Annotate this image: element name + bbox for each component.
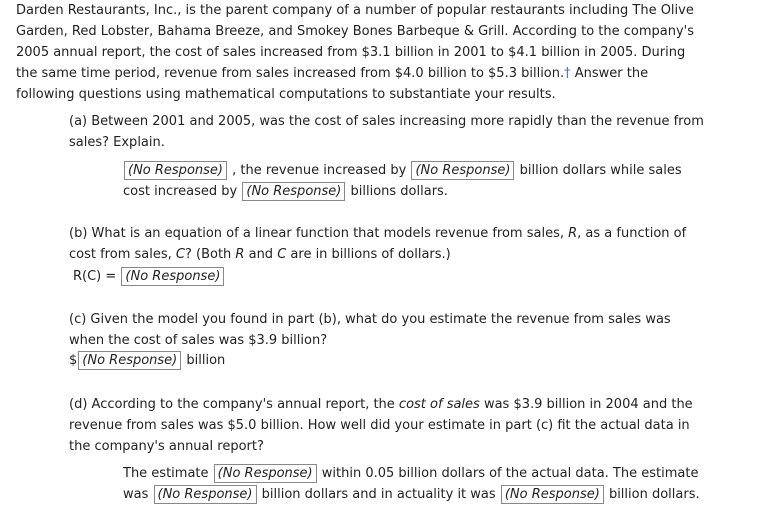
intro-line-3: 2005 annual report, the cost of sales increased from $3.1 billion in 2001 to $4.1 billion in 2005. During bbox=[16, 45, 686, 60]
part-a-answer-text-2: billion dollars while sales bbox=[519, 163, 682, 178]
part-b-var-r: R bbox=[568, 226, 578, 241]
intro-line-1: Darden Restaurants, Inc., is the parent company of a number of popular restaurants including The Olive bbox=[16, 3, 694, 18]
part-b-q2-mid1: ? (Both bbox=[184, 247, 236, 262]
intro-line-5: following questions using mathematical computations to substantiate your results. bbox=[16, 87, 556, 102]
part-c-question-line-2: when the cost of sales was $3.9 billion? bbox=[69, 333, 328, 348]
part-c-question-line-1: (c) Given the model you found in part (b), what do you estimate the revenue from sales was bbox=[69, 312, 671, 327]
part-a-question-line-2: sales? Explain. bbox=[69, 135, 165, 150]
part-b-question-line-1 bbox=[69, 223, 686, 244]
part-b-response[interactable]: (No Response) bbox=[121, 267, 224, 286]
part-d-answer-text-1: The estimate bbox=[123, 466, 209, 481]
part-d-question-line-1 bbox=[69, 394, 693, 415]
part-a-answer-text-4: billions dollars. bbox=[350, 184, 448, 199]
part-a-response-3[interactable]: (No Response) bbox=[242, 182, 345, 201]
part-c-unit: billion bbox=[186, 353, 226, 368]
part-a-response-1[interactable]: (No Response) bbox=[124, 161, 227, 180]
part-b-question-line-2 bbox=[69, 244, 451, 265]
part-b-var-c: C bbox=[175, 247, 185, 262]
part-c-dollar-sign: $ bbox=[69, 353, 78, 368]
part-b-q2-tail: are in billions of dollars.) bbox=[286, 247, 451, 262]
part-b-q2-text: cost from sales, bbox=[69, 247, 176, 262]
part-b-answer-line bbox=[73, 266, 225, 287]
part-d-answer-text-3: was bbox=[123, 487, 149, 502]
intro-line-4-tail: Answer the bbox=[570, 66, 649, 81]
part-b-q2-mid2: and bbox=[244, 247, 278, 262]
part-a-answer-text-3: cost increased by bbox=[123, 184, 238, 199]
part-b-answer-label: R(C) = bbox=[73, 269, 117, 284]
part-c-answer-line bbox=[69, 350, 225, 371]
intro-line-2: Garden, Red Lobster, Bahama Breeze, and Smokey Bones Barbeque & Grill. According to the company's bbox=[16, 24, 695, 39]
part-d-question-line-3: the company's annual report? bbox=[69, 439, 264, 454]
part-a-question-line-1: (a) Between 2001 and 2005, was the cost of sales increasing more rapidly than the revenue from bbox=[69, 114, 704, 129]
part-b-var-r-2: R bbox=[235, 247, 245, 262]
part-c-response[interactable]: (No Response) bbox=[78, 351, 181, 370]
part-a-answer-text-1: , the revenue increased by bbox=[232, 163, 407, 178]
intro-line-4-text: the same time period, revenue from sales increased from $4.0 billion to $5.3 billion. bbox=[16, 66, 565, 81]
part-d-answer-text-4: billion dollars and in actuality it was bbox=[261, 487, 496, 502]
part-b-q1-text: (b) What is an equation of a linear function that models revenue from sales, bbox=[69, 226, 569, 241]
footnote-dagger-link[interactable]: † bbox=[564, 66, 571, 81]
part-d-q1-italic: cost of sales bbox=[398, 397, 480, 412]
part-b-q1-tail: , as a function of bbox=[577, 226, 687, 241]
part-d-response-3[interactable]: (No Response) bbox=[501, 485, 604, 504]
part-d-answer-line-2 bbox=[123, 484, 700, 505]
part-d-response-1[interactable]: (No Response) bbox=[214, 464, 317, 483]
part-d-answer-text-5: billion dollars. bbox=[608, 487, 700, 502]
part-d-answer-line-1 bbox=[123, 463, 698, 484]
part-d-response-2[interactable]: (No Response) bbox=[154, 485, 257, 504]
part-d-question-line-2: revenue from sales was $5.0 billion. How well did your estimate in part (c) fit the actual data in bbox=[69, 418, 690, 433]
part-d-q1-text: (d) According to the company's annual report, the bbox=[69, 397, 399, 412]
part-d-q1-tail: was $3.9 billion in 2004 and the bbox=[479, 397, 693, 412]
part-d-answer-text-2: within 0.05 billion dollars of the actual data. The estimate bbox=[321, 466, 699, 481]
intro-line-4 bbox=[16, 63, 648, 84]
part-a-answer-line-2 bbox=[123, 181, 448, 202]
part-b-var-c-2: C bbox=[277, 247, 287, 262]
part-a-answer-line-1 bbox=[123, 160, 682, 181]
part-a-response-2[interactable]: (No Response) bbox=[411, 161, 514, 180]
